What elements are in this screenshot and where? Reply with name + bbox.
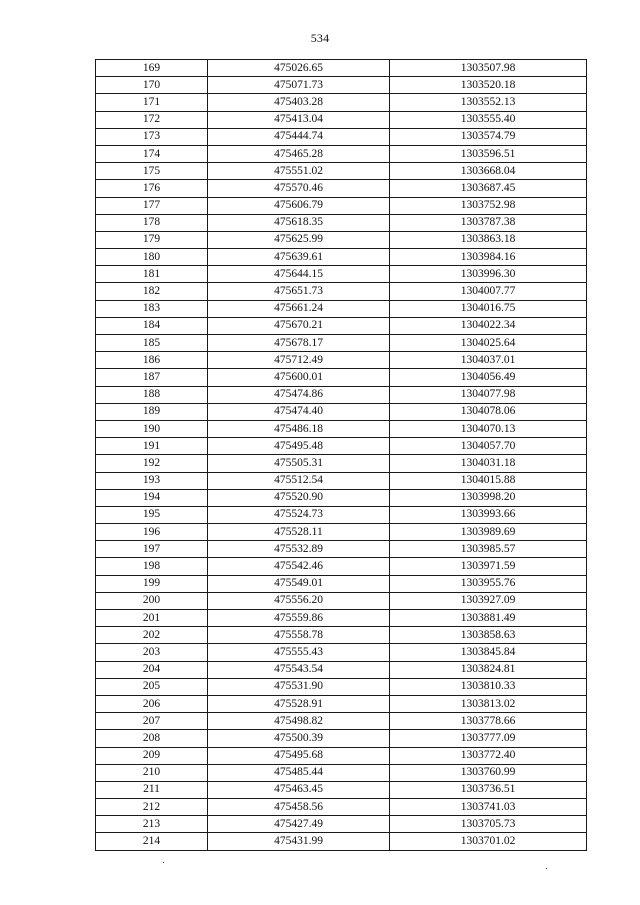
y-coordinate-cell: 1303705.73 [390, 816, 587, 833]
x-coordinate-cell: 475444.74 [208, 128, 390, 145]
table-row [96, 747, 587, 764]
x-coordinate-cell: 475639.61 [208, 249, 390, 266]
y-coordinate-cell: 1303777.09 [390, 730, 587, 747]
coordinates-table [95, 59, 587, 851]
x-coordinate-cell: 475528.11 [208, 524, 390, 541]
y-coordinate-cell: 1303993.66 [390, 506, 587, 523]
point-number-cell: 176 [96, 180, 208, 197]
point-number-cell: 204 [96, 661, 208, 678]
scan-speck [546, 868, 547, 869]
table-row [96, 627, 587, 644]
table-row [96, 695, 587, 712]
x-coordinate-cell: 475465.28 [208, 145, 390, 162]
x-coordinate-cell: 475495.68 [208, 747, 390, 764]
table-row [96, 249, 587, 266]
point-number-cell: 195 [96, 506, 208, 523]
table-row [96, 816, 587, 833]
point-number-cell: 201 [96, 610, 208, 627]
y-coordinate-cell: 1303955.76 [390, 575, 587, 592]
table-row [96, 197, 587, 214]
table-row [96, 386, 587, 403]
table-row [96, 283, 587, 300]
x-coordinate-cell: 475505.31 [208, 455, 390, 472]
table-row [96, 94, 587, 111]
point-number-cell: 192 [96, 455, 208, 472]
point-number-cell: 179 [96, 231, 208, 248]
y-coordinate-cell: 1304070.13 [390, 420, 587, 437]
y-coordinate-cell: 1303668.04 [390, 163, 587, 180]
point-number-cell: 196 [96, 524, 208, 541]
table-row [96, 300, 587, 317]
x-coordinate-cell: 475712.49 [208, 352, 390, 369]
y-coordinate-cell: 1303772.40 [390, 747, 587, 764]
table-row [96, 369, 587, 386]
x-coordinate-cell: 475071.73 [208, 77, 390, 94]
point-number-cell: 212 [96, 799, 208, 816]
table-row [96, 644, 587, 661]
x-coordinate-cell: 475531.90 [208, 678, 390, 695]
table-row [96, 833, 587, 850]
x-coordinate-cell: 475463.45 [208, 781, 390, 798]
x-coordinate-cell: 475498.82 [208, 713, 390, 730]
point-number-cell: 214 [96, 833, 208, 850]
x-coordinate-cell: 475570.46 [208, 180, 390, 197]
table-row [96, 128, 587, 145]
table-row [96, 455, 587, 472]
y-coordinate-cell: 1304022.34 [390, 317, 587, 334]
point-number-cell: 205 [96, 678, 208, 695]
y-coordinate-cell: 1303574.79 [390, 128, 587, 145]
x-coordinate-cell: 475427.49 [208, 816, 390, 833]
table-row [96, 678, 587, 695]
x-coordinate-cell: 475559.86 [208, 610, 390, 627]
y-coordinate-cell: 1303555.40 [390, 111, 587, 128]
point-number-cell: 178 [96, 214, 208, 231]
point-number-cell: 186 [96, 352, 208, 369]
point-number-cell: 187 [96, 369, 208, 386]
point-number-cell: 213 [96, 816, 208, 833]
y-coordinate-cell: 1304037.01 [390, 352, 587, 369]
table-row [96, 592, 587, 609]
table-row [96, 713, 587, 730]
table-row [96, 77, 587, 94]
point-number-cell: 171 [96, 94, 208, 111]
x-coordinate-cell: 475485.44 [208, 764, 390, 781]
scan-speck [163, 862, 164, 863]
y-coordinate-cell: 1303858.63 [390, 627, 587, 644]
table-row [96, 558, 587, 575]
y-coordinate-cell: 1303520.18 [390, 77, 587, 94]
point-number-cell: 191 [96, 438, 208, 455]
point-number-cell: 200 [96, 592, 208, 609]
point-number-cell: 206 [96, 695, 208, 712]
x-coordinate-cell: 475644.15 [208, 266, 390, 283]
x-coordinate-cell: 475512.54 [208, 472, 390, 489]
y-coordinate-cell: 1303778.66 [390, 713, 587, 730]
y-coordinate-cell: 1304077.98 [390, 386, 587, 403]
table-row [96, 541, 587, 558]
point-number-cell: 174 [96, 145, 208, 162]
x-coordinate-cell: 475486.18 [208, 420, 390, 437]
x-coordinate-cell: 475543.54 [208, 661, 390, 678]
y-coordinate-cell: 1303845.84 [390, 644, 587, 661]
y-coordinate-cell: 1304016.75 [390, 300, 587, 317]
table-row [96, 438, 587, 455]
point-number-cell: 169 [96, 60, 208, 77]
x-coordinate-cell: 475558.78 [208, 627, 390, 644]
table-row [96, 180, 587, 197]
y-coordinate-cell: 1303863.18 [390, 231, 587, 248]
x-coordinate-cell: 475555.43 [208, 644, 390, 661]
point-number-cell: 172 [96, 111, 208, 128]
point-number-cell: 194 [96, 489, 208, 506]
point-number-cell: 198 [96, 558, 208, 575]
x-coordinate-cell: 475495.48 [208, 438, 390, 455]
y-coordinate-cell: 1303985.57 [390, 541, 587, 558]
table-row [96, 266, 587, 283]
point-number-cell: 182 [96, 283, 208, 300]
y-coordinate-cell: 1303824.81 [390, 661, 587, 678]
table-row [96, 145, 587, 162]
y-coordinate-cell: 1303996.30 [390, 266, 587, 283]
point-number-cell: 209 [96, 747, 208, 764]
x-coordinate-cell: 475551.02 [208, 163, 390, 180]
x-coordinate-cell: 475458.56 [208, 799, 390, 816]
y-coordinate-cell: 1303552.13 [390, 94, 587, 111]
table-row [96, 799, 587, 816]
y-coordinate-cell: 1303760.99 [390, 764, 587, 781]
y-coordinate-cell: 1303736.51 [390, 781, 587, 798]
x-coordinate-cell: 475520.90 [208, 489, 390, 506]
y-coordinate-cell: 1303787.38 [390, 214, 587, 231]
table-row [96, 231, 587, 248]
x-coordinate-cell: 475403.28 [208, 94, 390, 111]
point-number-cell: 180 [96, 249, 208, 266]
point-number-cell: 173 [96, 128, 208, 145]
table-row [96, 661, 587, 678]
x-coordinate-cell: 475625.99 [208, 231, 390, 248]
table-row [96, 420, 587, 437]
y-coordinate-cell: 1304057.70 [390, 438, 587, 455]
x-coordinate-cell: 475670.21 [208, 317, 390, 334]
x-coordinate-cell: 475600.01 [208, 369, 390, 386]
y-coordinate-cell: 1303813.02 [390, 695, 587, 712]
table-row [96, 163, 587, 180]
x-coordinate-cell: 475528.91 [208, 695, 390, 712]
table-row [96, 575, 587, 592]
y-coordinate-cell: 1304025.64 [390, 335, 587, 352]
y-coordinate-cell: 1304078.06 [390, 403, 587, 420]
point-number-cell: 210 [96, 764, 208, 781]
point-number-cell: 207 [96, 713, 208, 730]
table-row [96, 781, 587, 798]
y-coordinate-cell: 1303881.49 [390, 610, 587, 627]
point-number-cell: 184 [96, 317, 208, 334]
table-row [96, 335, 587, 352]
x-coordinate-cell: 475474.86 [208, 386, 390, 403]
point-number-cell: 197 [96, 541, 208, 558]
x-coordinate-cell: 475474.40 [208, 403, 390, 420]
x-coordinate-cell: 475542.46 [208, 558, 390, 575]
table-row [96, 317, 587, 334]
y-coordinate-cell: 1303984.16 [390, 249, 587, 266]
table-row [96, 60, 587, 77]
point-number-cell: 202 [96, 627, 208, 644]
x-coordinate-cell: 475532.89 [208, 541, 390, 558]
y-coordinate-cell: 1303927.09 [390, 592, 587, 609]
point-number-cell: 199 [96, 575, 208, 592]
y-coordinate-cell: 1304007.77 [390, 283, 587, 300]
point-number-cell: 211 [96, 781, 208, 798]
y-coordinate-cell: 1303701.02 [390, 833, 587, 850]
table-row [96, 610, 587, 627]
y-coordinate-cell: 1304015.88 [390, 472, 587, 489]
table-row [96, 111, 587, 128]
table-row [96, 730, 587, 747]
table-row [96, 506, 587, 523]
y-coordinate-cell: 1303687.45 [390, 180, 587, 197]
x-coordinate-cell: 475651.73 [208, 283, 390, 300]
coordinates-table-body [96, 60, 587, 851]
x-coordinate-cell: 475661.24 [208, 300, 390, 317]
y-coordinate-cell: 1304031.18 [390, 455, 587, 472]
x-coordinate-cell: 475606.79 [208, 197, 390, 214]
point-number-cell: 190 [96, 420, 208, 437]
point-number-cell: 185 [96, 335, 208, 352]
table-row [96, 764, 587, 781]
x-coordinate-cell: 475549.01 [208, 575, 390, 592]
x-coordinate-cell: 475618.35 [208, 214, 390, 231]
y-coordinate-cell: 1303971.59 [390, 558, 587, 575]
y-coordinate-cell: 1303596.51 [390, 145, 587, 162]
point-number-cell: 189 [96, 403, 208, 420]
point-number-cell: 203 [96, 644, 208, 661]
page-number: 534 [310, 31, 330, 45]
y-coordinate-cell: 1303741.03 [390, 799, 587, 816]
x-coordinate-cell: 475678.17 [208, 335, 390, 352]
point-number-cell: 175 [96, 163, 208, 180]
x-coordinate-cell: 475524.73 [208, 506, 390, 523]
point-number-cell: 183 [96, 300, 208, 317]
y-coordinate-cell: 1303752.98 [390, 197, 587, 214]
y-coordinate-cell: 1303989.69 [390, 524, 587, 541]
table-row [96, 524, 587, 541]
x-coordinate-cell: 475431.99 [208, 833, 390, 850]
table-row [96, 489, 587, 506]
point-number-cell: 170 [96, 77, 208, 94]
y-coordinate-cell: 1303507.98 [390, 60, 587, 77]
point-number-cell: 177 [96, 197, 208, 214]
x-coordinate-cell: 475026.65 [208, 60, 390, 77]
point-number-cell: 208 [96, 730, 208, 747]
y-coordinate-cell: 1303810.33 [390, 678, 587, 695]
x-coordinate-cell: 475413.04 [208, 111, 390, 128]
table-row [96, 472, 587, 489]
table-row [96, 214, 587, 231]
x-coordinate-cell: 475556.20 [208, 592, 390, 609]
point-number-cell: 188 [96, 386, 208, 403]
table-row [96, 352, 587, 369]
point-number-cell: 181 [96, 266, 208, 283]
y-coordinate-cell: 1304056.49 [390, 369, 587, 386]
x-coordinate-cell: 475500.39 [208, 730, 390, 747]
table-row [96, 403, 587, 420]
y-coordinate-cell: 1303998.20 [390, 489, 587, 506]
point-number-cell: 193 [96, 472, 208, 489]
